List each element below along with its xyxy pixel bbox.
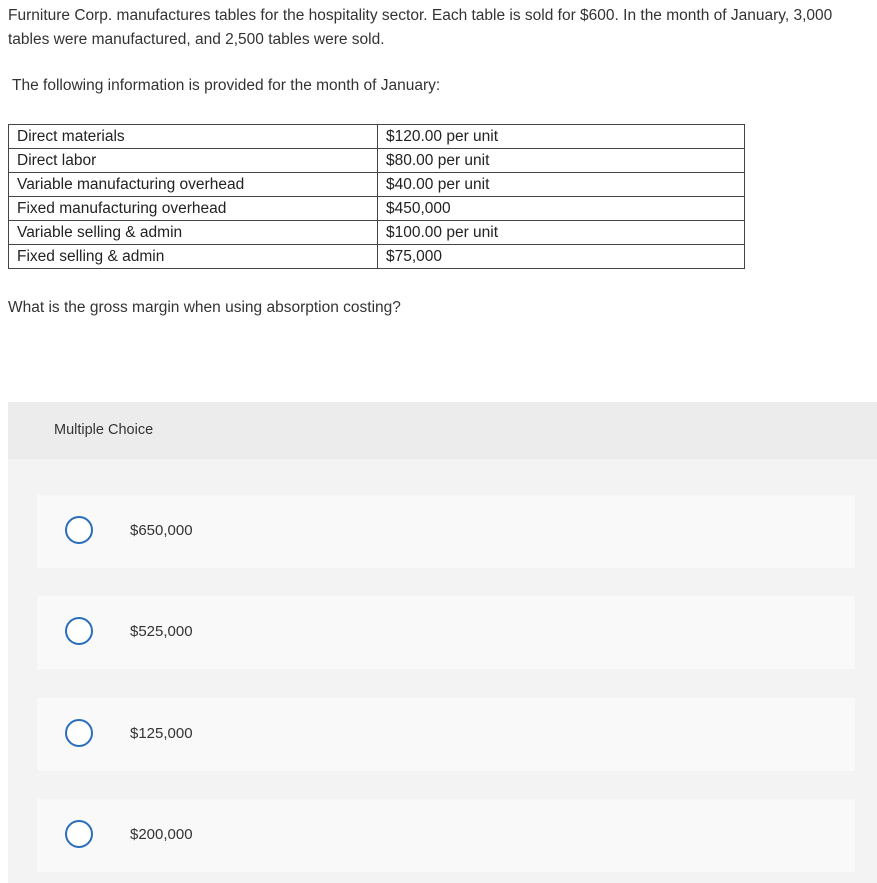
cost-table: [8, 124, 745, 269]
table-row: [9, 125, 745, 149]
answer-label[interactable]: $125,000: [130, 725, 193, 742]
answer-option-1[interactable]: [37, 495, 855, 568]
radio-button-icon[interactable]: [65, 719, 93, 747]
cost-value: $75,000: [378, 245, 745, 269]
cost-label: Direct labor: [9, 149, 378, 173]
table-row: [9, 149, 745, 173]
table-row: [9, 221, 745, 245]
question-intro: Furniture Corp. manufactures tables for the hospitality sector. Each table is sold for $600. In the month of January, 3,000 tables were manufactured, and 2,500 tables were sold.: [8, 7, 833, 48]
table-row: [9, 245, 745, 269]
cost-label: Fixed manufacturing overhead: [9, 197, 378, 221]
info-lead-text: The following information is provided for the month of January:: [12, 77, 441, 94]
multiple-choice-panel: [8, 402, 877, 883]
cost-label: Direct materials: [9, 125, 378, 149]
radio-button-icon[interactable]: [65, 516, 93, 544]
answer-label[interactable]: $525,000: [130, 623, 193, 640]
radio-button-icon[interactable]: [65, 820, 93, 848]
table-row: [9, 197, 745, 221]
radio-button-icon[interactable]: [65, 617, 93, 645]
cost-value: $450,000: [378, 197, 745, 221]
table-row: [9, 173, 745, 197]
cost-value: $120.00 per unit: [378, 125, 745, 149]
cost-value: $100.00 per unit: [378, 221, 745, 245]
answer-label[interactable]: $200,000: [130, 826, 193, 843]
answer-option-4[interactable]: [37, 799, 855, 872]
question-prompt: What is the gross margin when using absorption costing?: [8, 299, 401, 316]
answer-option-3[interactable]: [37, 698, 855, 771]
cost-label: Variable selling & admin: [9, 221, 378, 245]
multiple-choice-header: [8, 402, 877, 459]
cost-label: Variable manufacturing overhead: [9, 173, 378, 197]
cost-value: $40.00 per unit: [378, 173, 745, 197]
cost-value: $80.00 per unit: [378, 149, 745, 173]
multiple-choice-title: Multiple Choice: [54, 422, 154, 438]
answer-option-2[interactable]: [37, 596, 855, 669]
cost-label: Fixed selling & admin: [9, 245, 378, 269]
answer-label[interactable]: $650,000: [130, 522, 193, 539]
